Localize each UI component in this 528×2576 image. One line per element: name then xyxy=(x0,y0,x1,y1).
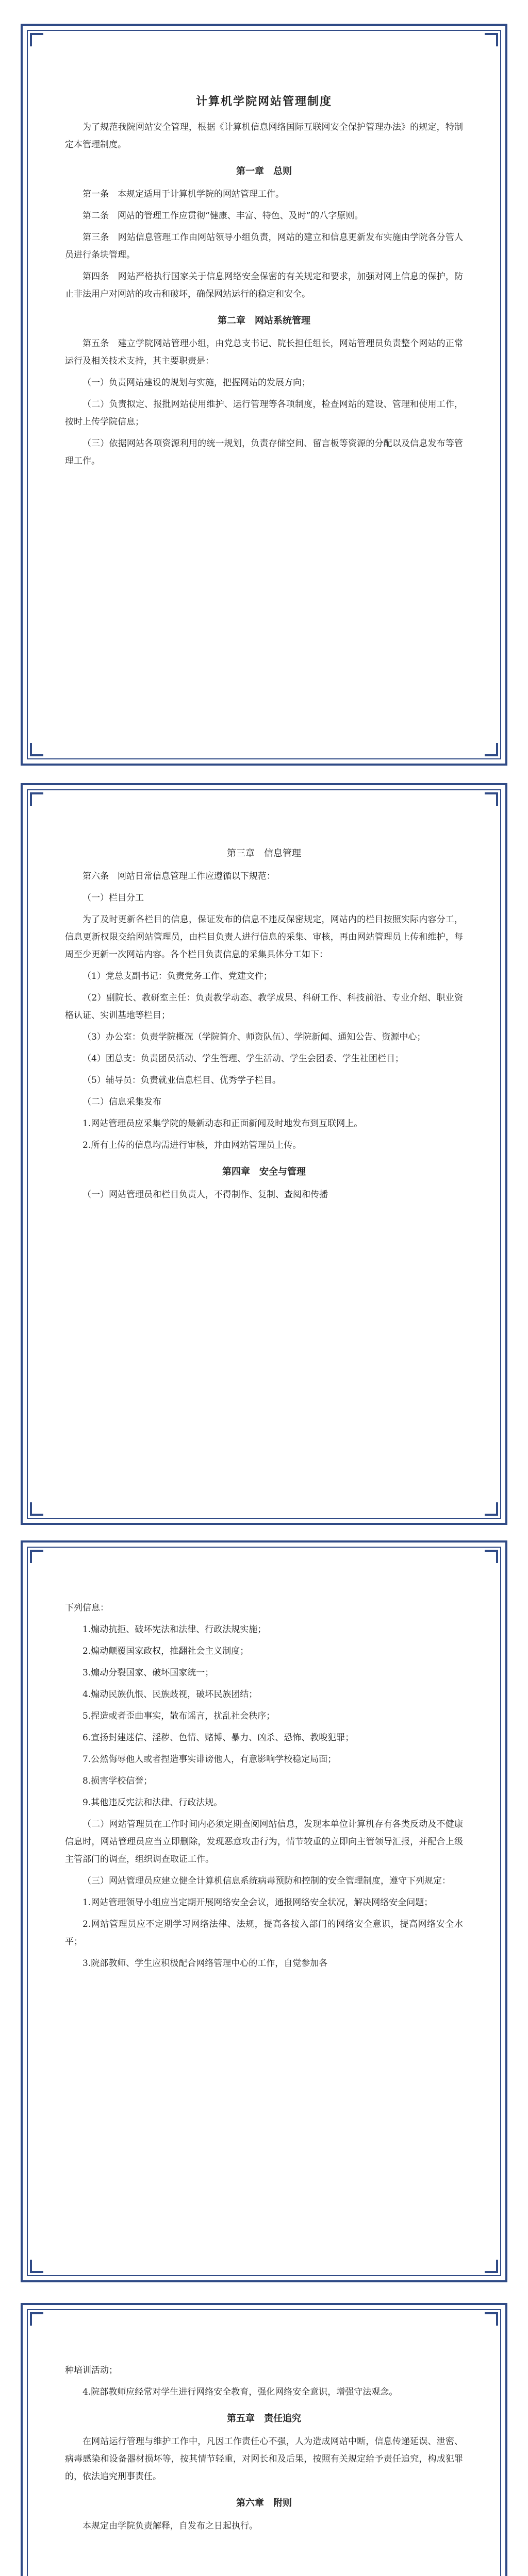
section-info-collection: （二）信息采集发布 xyxy=(82,1097,161,1107)
duty-item-3: （三）依据网站各项资源利用的统一规划，负责存储空间、留言板等资源的分配以及信息发布等管理工作。 xyxy=(65,438,463,466)
frame-corner-ornament xyxy=(485,33,498,46)
info-collection-item: 2.所有上传的信息均需进行审核，并由网站管理员上传。 xyxy=(82,1140,302,1150)
info-collection-item: 1.网站管理员应采集学院的最新动态和正面新闻及时地发布到互联网上。 xyxy=(82,1118,363,1129)
document-page-2 xyxy=(21,783,507,1525)
prohibited-info-lead: 下列信息： xyxy=(65,1603,109,1613)
frame-corner-ornament xyxy=(30,2312,43,2326)
prohibited-info-item: 2.煽动颠覆国家政权，推翻社会主义制度； xyxy=(82,1646,249,1656)
article-2: 第二条 网站的管理工作应贯彻“健康、丰富、特色、及时”的八字原则。 xyxy=(82,211,364,221)
column-assignment-item: （4）团总支：负责团员活动、学生管理、学生活动、学生会团委、学生社团栏目； xyxy=(82,1054,404,1064)
prohibited-info-item: 4.煽动民族仇恨、民族歧视，破坏民族团结； xyxy=(82,1689,258,1700)
security-item-3: （三）网站管理员应建立健全计算机信息系统病毒预防和控制的安全管理制度，遵守下列规定： xyxy=(82,1876,451,1886)
frame-corner-ornament xyxy=(485,792,498,806)
column-assignment-item: （2）副院长、教研室主任：负责教学动态、教学成果、科研工作、科技前沿、专业介绍、职业资格认证、实训基地等栏目； xyxy=(65,993,463,1021)
document-page-1 xyxy=(21,24,507,766)
column-assignment-item: （1）党总支副书记：负责党务工作、党建文件； xyxy=(82,971,272,981)
chapter-3-heading: 第三章 信息管理 xyxy=(227,848,301,859)
frame-corner-ornament xyxy=(30,2260,43,2273)
page-4-content xyxy=(65,2362,463,2539)
rule-item-continuation: 种培训活动； xyxy=(65,2365,118,2376)
security-item-1: （一）网站管理员和栏目负责人，不得制作、复制、查阅和传播 xyxy=(82,1190,328,1200)
rule-item: 3.院部教师、学生应积极配合网络管理中心的工作，自觉参加各 xyxy=(82,1958,328,1969)
chapter-2-heading: 第二章 网站系统管理 xyxy=(218,315,310,326)
rule-item: 1.网站管理领导小组应当定期开展网络安全会议，通报网络安全状况，解决网络安全问题； xyxy=(82,1897,433,1908)
article-3: 第三条 网站信息管理工作由网站领导小组负责，网站的建立和信息更新发布实施由学院各分管人员进行条块管理。 xyxy=(65,232,463,260)
column-assignment-item: （3）办公室：负责学院概况（学院简介、师资队伍）、学院新闻、通知公告、资源中心； xyxy=(82,1032,426,1042)
supplementary-paragraph: 本规定由学院负责解释，自发布之日起执行。 xyxy=(82,2521,258,2531)
frame-corner-ornament xyxy=(30,1550,43,1563)
article-1: 第一条 本规定适用于计算机学院的网站管理工作。 xyxy=(82,189,284,199)
frame-corner-ornament xyxy=(485,1502,498,1516)
chapter-5-heading: 第五章 责任追究 xyxy=(227,2413,301,2424)
frame-corner-ornament xyxy=(485,1550,498,1563)
chapter-4-heading: 第四章 安全与管理 xyxy=(222,1166,306,1177)
page-3-content xyxy=(65,1599,463,1976)
document-title: 计算机学院网站管理制度 xyxy=(195,95,332,108)
article-4: 第四条 网站严格执行国家关于信息网络安全保密的有关规定和要求，加强对网上信息的保护，防止非法用户对网站的攻击和破坏，确保网站运行的稳定和安全。 xyxy=(65,272,463,299)
document-page-3 xyxy=(21,1540,507,2282)
frame-corner-ornament xyxy=(30,1502,43,1516)
prohibited-info-item: 3.煽动分裂国家、破坏国家统一； xyxy=(82,1668,214,1678)
article-6: 第六条 网站日常信息管理工作应遵循以下规范： xyxy=(82,871,275,882)
security-item-2: （二）网站管理员在工作时间内必须定期查阅网站信息，发现本单位计算机存有各类反动及不健康信息时，网站管理员应当立即删除，发现恶意攻击行为，情节较重的立即向主管领导汇报，并配合上级主管部门的调查，组织调查取证工作。 xyxy=(65,1819,463,1865)
intro-paragraph: 为了规范我院网站安全管理，根据《计算机信息网络国际互联网安全保护管理办法》的规定，特制定本管理制度。 xyxy=(65,122,463,150)
prohibited-info-item: 8.损害学校信誉； xyxy=(82,1776,153,1786)
frame-corner-ornament xyxy=(485,2312,498,2326)
duty-item-2: （二）负责拟定、报批网站使用维护、运行管理等各项制度，检查网站的建设、管理和使用工作，按时上传学院信息； xyxy=(65,399,463,427)
frame-corner-ornament xyxy=(30,33,43,46)
document-page-4 xyxy=(21,2303,507,2576)
prohibited-info-item: 9.其他违反宪法和法律、行政法规。 xyxy=(82,1798,223,1808)
page-1-content xyxy=(65,93,463,474)
rule-item: 2.网站管理员应不定期学习网络法律、法规，提高各接入部门的网络安全意识，提高网络安全水平； xyxy=(65,1919,463,1947)
frame-corner-ornament xyxy=(30,792,43,806)
rule-item: 4.院部教师应经常对学生进行网络安全教育，强化网络安全意识，增强守法观念。 xyxy=(82,2387,398,2397)
frame-corner-ornament xyxy=(30,743,43,756)
chapter-6-heading: 第六章 附则 xyxy=(236,2498,292,2509)
chapter-1-heading: 第一章 总则 xyxy=(236,166,292,177)
prohibited-info-item: 7.公然侮辱他人或者捏造事实诽谤他人，有意影响学校稳定局面； xyxy=(82,1754,337,1765)
frame-corner-ornament xyxy=(485,2260,498,2273)
page-2-content xyxy=(65,842,463,1208)
section-column-division-text: 为了及时更新各栏目的信息，保证发布的信息不违反保密规定，网站内的栏目按照实际内容分工，信息更新权限交给网站管理员，由栏目负责人进行信息的采集、审核，再由网站管理员上传和维护，每周至少更新一次网站内容。各个栏目负责信息的采集具体分工如下： xyxy=(65,914,463,960)
duty-item-1: （一）负责网站建设的规划与实施，把握网站的发展方向； xyxy=(82,378,310,388)
prohibited-info-item: 6.宣扬封建迷信、淫秽、色情、赌博、暴力、凶杀、恐怖、教唆犯罪； xyxy=(82,1733,354,1743)
liability-paragraph: 在网站运行管理与维护工作中，凡因工作责任心不强，人为造成网站中断，信息传递延误、泄密、病毒感染和设备器材损坏等，按其情节轻重，对网长和及后果，按照有关规定给予责任追究，构成犯罪的，依法追究刑事责任。 xyxy=(65,2436,463,2482)
prohibited-info-item: 5.捏造或者歪曲事实，散布谣言，扰乱社会秩序； xyxy=(82,1711,275,1721)
column-assignment-item: （5）辅导员：负责就业信息栏目、优秀学子栏目。 xyxy=(82,1075,281,1086)
section-column-division: （一）栏目分工 xyxy=(82,893,144,903)
frame-corner-ornament xyxy=(485,743,498,756)
article-5: 第五条 建立学院网站管理小组，由党总支书记、院长担任组长，网站管理员负责整个网站的正常运行及相关技术支持，其主要职责是： xyxy=(65,338,463,366)
prohibited-info-item: 1.煽动抗拒、破坏宪法和法律、行政法规实施； xyxy=(82,1624,267,1635)
